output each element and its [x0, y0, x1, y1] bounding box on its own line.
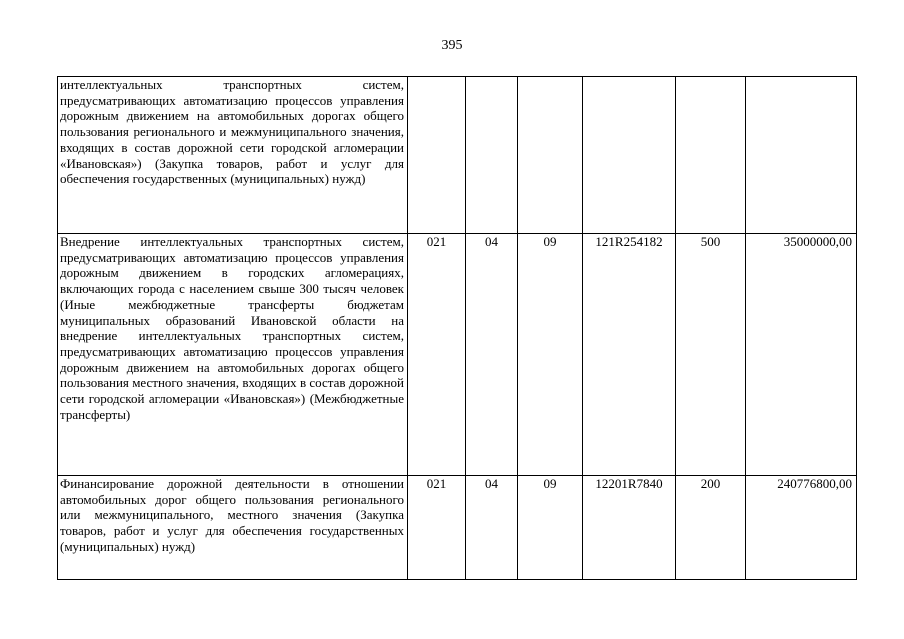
admin-code-cell — [408, 77, 466, 234]
table-row — [58, 234, 857, 476]
expense-type-cell — [676, 77, 746, 234]
subsection-cell: 09 — [518, 476, 583, 580]
amount-cell: 240776800,00 — [746, 476, 857, 580]
row-description: Внедрение интеллектуальных транспортных систем, предусматривающих автоматизацию процессов управления дорожным движением в городских агломерациях, включающих города с населением свыше 300 тысяч человек (Иные межбюджетные трансферты бюджетам муниципальных образований Ивановской области на внедрение интеллектуальных транспортных систем, предусматривающих автоматизацию процессов управления дорожным движением на автомобильных дорогах общего пользования местного значения, входящих в состав дорожной сети городской агломерации «Ивановская») (Межбюджетные трансферты) — [58, 234, 408, 476]
amount-cell: 35000000,00 — [746, 234, 857, 476]
page-number: 395 — [441, 38, 463, 53]
subsection-cell — [518, 77, 583, 234]
admin-code-cell: 021 — [408, 476, 466, 580]
table-row — [58, 77, 857, 234]
section-cell — [466, 77, 518, 234]
table-row — [58, 476, 857, 580]
subsection-cell: 09 — [518, 234, 583, 476]
expense-type-cell: 500 — [676, 234, 746, 476]
budget-table — [57, 76, 857, 580]
admin-code-cell: 021 — [408, 234, 466, 476]
amount-cell — [746, 77, 857, 234]
target-article-cell: 121R254182 — [583, 234, 676, 476]
target-article-cell — [583, 77, 676, 234]
section-cell: 04 — [466, 234, 518, 476]
expense-type-cell: 200 — [676, 476, 746, 580]
section-cell: 04 — [466, 476, 518, 580]
target-article-cell: 12201R7840 — [583, 476, 676, 580]
row-description: Финансирование дорожной деятельности в отношении автомобильных дорог общего пользования регионального или межмуниципального, местного значения (Закупка товаров, работ и услуг для обеспечения государственных (муниципальных) нужд) — [58, 476, 408, 580]
row-description: интеллектуальных транспортных систем, предусматривающих автоматизацию процессов управления дорожным движением на автомобильных дорогах общего пользования регионального и межмуниципального значения, входящих в состав дорожной сети городской агломерации «Ивановская») (Закупка товаров, работ и услуг для обеспечения государственных (муниципальных) нужд) — [58, 77, 408, 234]
